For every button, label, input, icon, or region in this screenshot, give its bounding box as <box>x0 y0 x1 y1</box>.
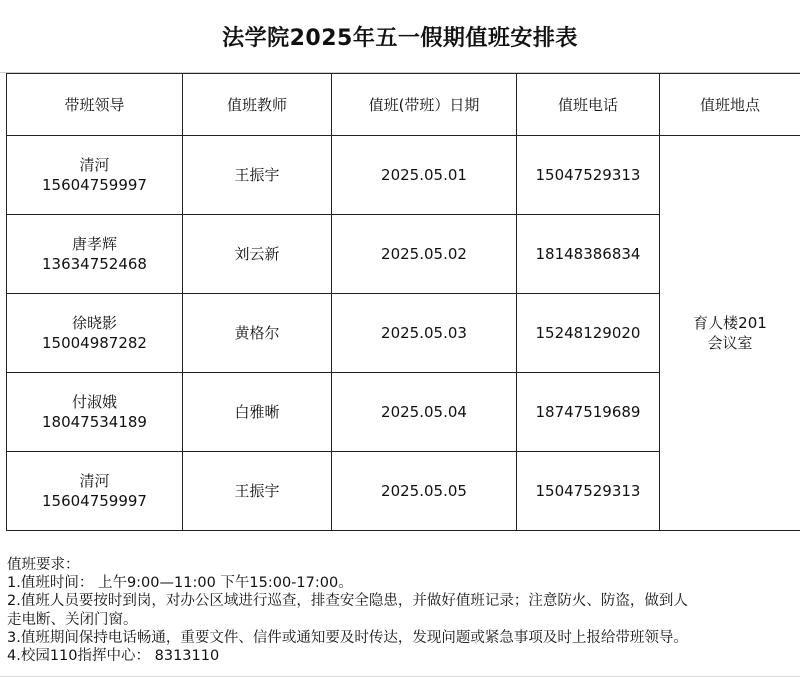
leader-name: 付淑娥 <box>71 393 117 411</box>
phone-cell: 18148386834 <box>517 215 660 294</box>
page-title: 法学院2025年五一假期值班安排表 <box>222 25 578 51</box>
location-line: 育人楼201 <box>693 314 767 332</box>
note-line: 2.值班人员要按时到岗，对办公区域进行巡查，排查安全隐患，并做好值班记录；注意防火、防盗，做到人 <box>7 593 688 610</box>
header-teacher: 值班教师 <box>183 74 332 136</box>
teacher-cell: 王振宇 <box>183 136 332 215</box>
phone-cell: 15047529313 <box>517 452 660 531</box>
header-phone: 值班电话 <box>517 74 660 136</box>
phone-cell: 18747519689 <box>517 373 660 452</box>
date-cell: 2025.05.04 <box>332 373 517 452</box>
header-leader: 带班领导 <box>7 74 183 136</box>
leader-name: 清河 <box>79 156 110 174</box>
leader-name: 清河 <box>79 472 110 490</box>
leader-phone: 18047534189 <box>42 413 147 431</box>
teacher-cell: 王振宇 <box>183 452 332 531</box>
leader-cell <box>7 373 183 452</box>
phone-cell: 15047529313 <box>517 136 660 215</box>
divider <box>0 676 800 677</box>
phone-cell: 15248129020 <box>517 294 660 373</box>
note-line: 走电断、关闭门窗。 <box>7 611 138 628</box>
note-line: 4.校园110指挥中心： 8313110 <box>7 648 220 665</box>
location-cell <box>660 136 800 531</box>
teacher-cell: 黄格尔 <box>183 294 332 373</box>
teacher-cell: 白雅晰 <box>183 373 332 452</box>
header-date: 值班(带班）日期 <box>332 74 517 136</box>
leader-phone: 13634752468 <box>42 255 147 273</box>
header-location: 值班地点 <box>660 74 800 136</box>
leader-name: 唐孝辉 <box>71 235 117 253</box>
table-header-row <box>7 74 800 136</box>
duty-schedule-table <box>6 73 800 531</box>
leader-cell <box>7 136 183 215</box>
date-cell: 2025.05.01 <box>332 136 517 215</box>
notes-heading: 值班要求： <box>7 557 80 573</box>
location-line: 会议室 <box>707 334 753 352</box>
table-row <box>7 136 800 215</box>
leader-cell <box>7 215 183 294</box>
date-cell: 2025.05.02 <box>332 215 517 294</box>
date-cell: 2025.05.05 <box>332 452 517 531</box>
duty-requirements <box>7 556 797 665</box>
leader-phone: 15604759997 <box>42 176 147 194</box>
teacher-cell: 刘云新 <box>183 215 332 294</box>
leader-cell <box>7 294 183 373</box>
leader-phone: 15004987282 <box>42 334 147 352</box>
date-cell: 2025.05.03 <box>332 294 517 373</box>
note-line: 3.值班期间保持电话畅通，重要文件、信件或通知要及时传达，发现问题或紧急事项及时上报给带班领导。 <box>7 629 688 646</box>
leader-phone: 15604759997 <box>42 492 147 510</box>
note-line: 1.值班时间： 上午9:00—11:00 下午15:00-17:00。 <box>7 575 353 592</box>
leader-name: 徐晓影 <box>71 314 117 332</box>
leader-cell <box>7 452 183 531</box>
